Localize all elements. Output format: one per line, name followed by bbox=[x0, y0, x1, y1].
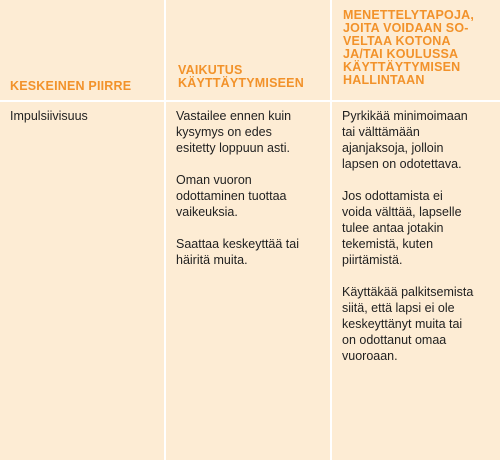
header-menettelytapoja-line: MENETTELYTAPOJA, bbox=[343, 8, 474, 22]
method-paragraph bbox=[342, 188, 498, 268]
header-menettelytapoja-line: HALLINTAAN bbox=[343, 73, 425, 87]
header-divider bbox=[0, 100, 500, 102]
method-line: lapsen on odotettava. bbox=[342, 157, 462, 171]
header-vaikutus bbox=[178, 64, 304, 90]
column-divider-2 bbox=[330, 0, 332, 460]
header-menettelytapoja-line: JA/TAI KOULUSSA bbox=[343, 47, 459, 61]
effect-line: Saattaa keskeyttää tai bbox=[176, 237, 299, 251]
methods-cell bbox=[342, 108, 498, 380]
effect-line: vaikeuksia. bbox=[176, 205, 238, 219]
method-line: on odottanut omaa bbox=[342, 333, 447, 347]
header-keskeinen-piirre: KESKEINEN PIIRRE bbox=[10, 79, 132, 93]
method-line: tulee antaa jotakin bbox=[342, 221, 444, 235]
method-line: Käyttäkää palkitsemista bbox=[342, 285, 474, 299]
effect-line: odottaminen tuottaa bbox=[176, 189, 287, 203]
effect-line: kysymys on edes bbox=[176, 125, 272, 139]
effects-cell bbox=[176, 108, 326, 284]
method-line: tai välttämään bbox=[342, 125, 420, 139]
effect-paragraph bbox=[176, 172, 326, 220]
header-vaikutus-line: VAIKUTUS bbox=[178, 63, 243, 77]
header-menettelytapoja-line: KÄYTTÄYTYMISEN bbox=[343, 60, 461, 74]
effect-line: Vastailee ennen kuin bbox=[176, 109, 292, 123]
method-line: keskeyttänyt muita tai bbox=[342, 317, 463, 331]
method-paragraph bbox=[342, 108, 498, 172]
effect-line: häiritä muita. bbox=[176, 253, 248, 267]
method-line: siitä, että lapsi ei ole bbox=[342, 301, 455, 315]
header-vaikutus-line: KÄYTTÄYTYMISEEN bbox=[178, 76, 304, 90]
method-line: voida välttää, lapselle bbox=[342, 205, 462, 219]
trait-cell bbox=[10, 108, 88, 124]
effect-line: esitetty loppuun asti. bbox=[176, 141, 290, 155]
method-line: vuoroaan. bbox=[342, 349, 398, 363]
effect-paragraph bbox=[176, 108, 326, 156]
column-divider-1 bbox=[164, 0, 166, 460]
method-line: piirtämistä. bbox=[342, 253, 403, 267]
method-line: Pyrkikää minimoimaan bbox=[342, 109, 468, 123]
method-paragraph bbox=[342, 284, 498, 364]
trait-text: Impulsiivisuus bbox=[10, 109, 88, 123]
effect-paragraph bbox=[176, 236, 326, 268]
method-line: ajanjaksoja, jolloin bbox=[342, 141, 444, 155]
header-menettelytapoja-line: JOITA VOIDAAN SO- bbox=[343, 21, 469, 35]
effect-line: Oman vuoron bbox=[176, 173, 252, 187]
method-line: Jos odottamista ei bbox=[342, 189, 443, 203]
method-line: tekemistä, kuten bbox=[342, 237, 434, 251]
header-menettelytapoja bbox=[343, 9, 474, 87]
header-menettelytapoja-line: VELTAA KOTONA bbox=[343, 34, 451, 48]
